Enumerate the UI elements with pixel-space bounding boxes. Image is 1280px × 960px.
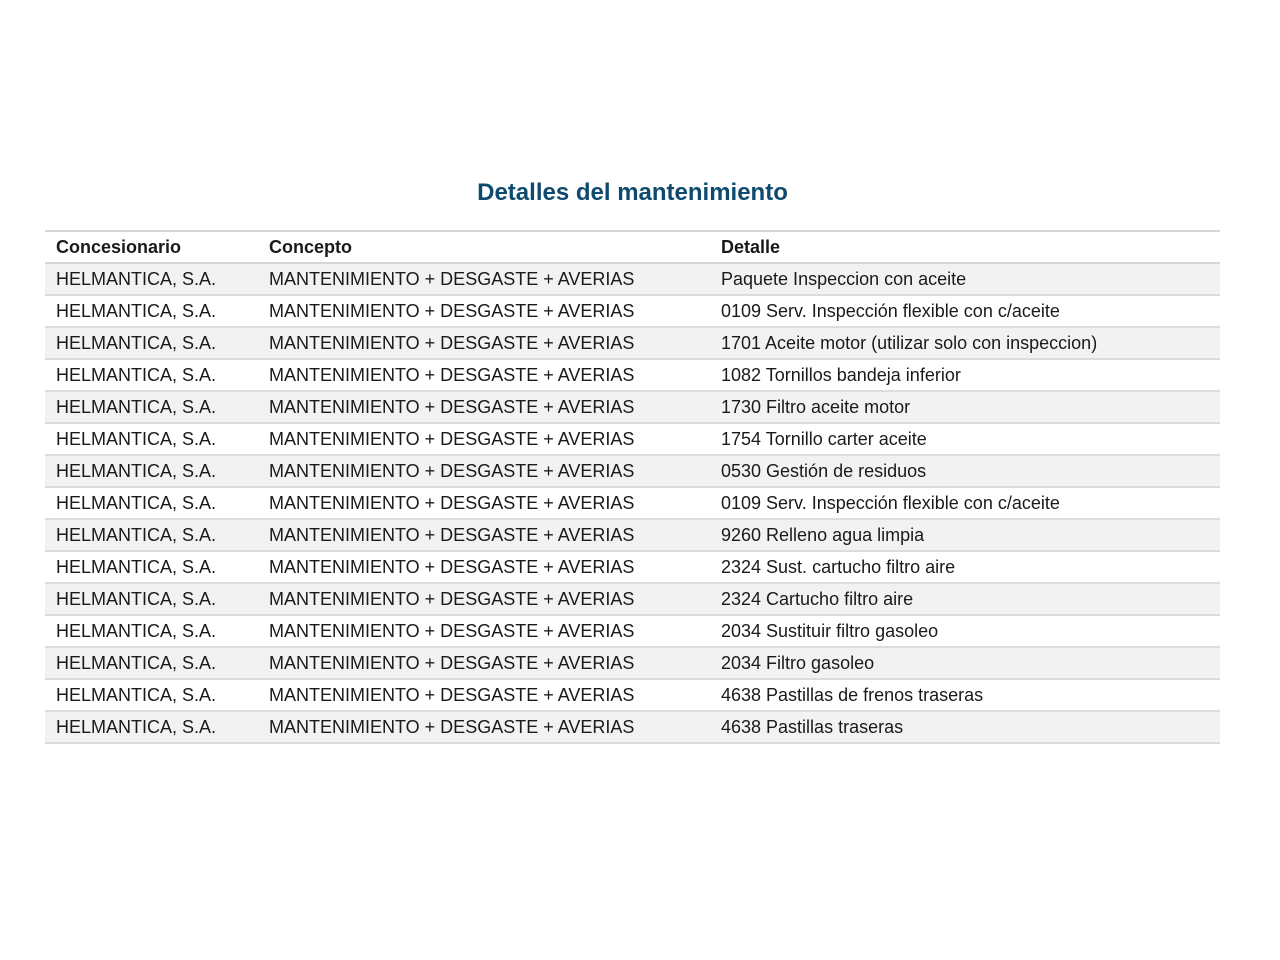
cell-concepto: MANTENIMIENTO + DESGASTE + AVERIAS — [269, 524, 635, 545]
table-row — [45, 423, 1220, 455]
header-row — [45, 231, 1220, 263]
cell-concepto: MANTENIMIENTO + DESGASTE + AVERIAS — [269, 716, 635, 737]
cell-detalle: 2324 Sust. cartucho filtro aire — [721, 556, 956, 577]
cell-concepto: MANTENIMIENTO + DESGASTE + AVERIAS — [269, 364, 635, 385]
cell-detalle: Paquete Inspeccion con aceite — [721, 268, 967, 289]
cell-concepto: MANTENIMIENTO + DESGASTE + AVERIAS — [269, 268, 635, 289]
table-row — [45, 391, 1220, 423]
column-header-concepto: Concepto — [269, 236, 352, 257]
table-row — [45, 711, 1220, 743]
cell-concesionario: HELMANTICA, S.A. — [56, 556, 217, 577]
table-header — [45, 231, 1220, 263]
cell-concepto: MANTENIMIENTO + DESGASTE + AVERIAS — [269, 684, 635, 705]
cell-detalle: 1754 Tornillo carter aceite — [721, 428, 927, 449]
table-row — [45, 679, 1220, 711]
column-header-concesionario: Concesionario — [56, 236, 182, 257]
cell-detalle: 9260 Relleno agua limpia — [721, 524, 925, 545]
table-row — [45, 487, 1220, 519]
table-row — [45, 327, 1220, 359]
cell-detalle: 0109 Serv. Inspección flexible con c/aceite — [721, 300, 1060, 321]
table-row — [45, 519, 1220, 551]
cell-concesionario: HELMANTICA, S.A. — [56, 268, 217, 289]
cell-concesionario: HELMANTICA, S.A. — [56, 332, 217, 353]
cell-concesionario: HELMANTICA, S.A. — [56, 396, 217, 417]
cell-concepto: MANTENIMIENTO + DESGASTE + AVERIAS — [269, 428, 635, 449]
cell-detalle: 0109 Serv. Inspección flexible con c/aceite — [721, 492, 1060, 513]
cell-detalle: 1701 Aceite motor (utilizar solo con inspeccion) — [721, 332, 1098, 353]
cell-detalle: 2034 Sustituir filtro gasoleo — [721, 620, 939, 641]
table-row — [45, 647, 1220, 679]
table-row — [45, 263, 1220, 295]
cell-concepto: MANTENIMIENTO + DESGASTE + AVERIAS — [269, 492, 635, 513]
table-row — [45, 551, 1220, 583]
cell-concesionario: HELMANTICA, S.A. — [56, 524, 217, 545]
cell-concesionario: HELMANTICA, S.A. — [56, 684, 217, 705]
cell-detalle: 2034 Filtro gasoleo — [721, 652, 875, 673]
cell-concesionario: HELMANTICA, S.A. — [56, 364, 217, 385]
cell-concesionario: HELMANTICA, S.A. — [56, 588, 217, 609]
cell-detalle: 2324 Cartucho filtro aire — [721, 588, 914, 609]
maintenance-details-panel — [45, 176, 1220, 744]
cell-concepto: MANTENIMIENTO + DESGASTE + AVERIAS — [269, 556, 635, 577]
cell-detalle: 0530 Gestión de residuos — [721, 460, 927, 481]
column-header-detalle: Detalle — [721, 236, 781, 257]
cell-concepto: MANTENIMIENTO + DESGASTE + AVERIAS — [269, 652, 635, 673]
cell-concepto: MANTENIMIENTO + DESGASTE + AVERIAS — [269, 396, 635, 417]
cell-concesionario: HELMANTICA, S.A. — [56, 492, 217, 513]
page-title: Detalles del mantenimiento — [477, 179, 788, 206]
cell-concepto: MANTENIMIENTO + DESGASTE + AVERIAS — [269, 460, 635, 481]
table-row — [45, 295, 1220, 327]
cell-detalle: 4638 Pastillas traseras — [721, 716, 904, 737]
table-body — [45, 263, 1220, 743]
cell-concepto: MANTENIMIENTO + DESGASTE + AVERIAS — [269, 332, 635, 353]
cell-concepto: MANTENIMIENTO + DESGASTE + AVERIAS — [269, 300, 635, 321]
table-row — [45, 455, 1220, 487]
cell-concepto: MANTENIMIENTO + DESGASTE + AVERIAS — [269, 620, 635, 641]
cell-detalle: 4638 Pastillas de frenos traseras — [721, 684, 984, 705]
table-row — [45, 359, 1220, 391]
maintenance-table — [45, 230, 1220, 744]
cell-concesionario: HELMANTICA, S.A. — [56, 460, 217, 481]
cell-concesionario: HELMANTICA, S.A. — [56, 716, 217, 737]
cell-detalle: 1082 Tornillos bandeja inferior — [721, 364, 961, 385]
table-row — [45, 583, 1220, 615]
table-row — [45, 615, 1220, 647]
cell-concesionario: HELMANTICA, S.A. — [56, 652, 217, 673]
cell-concepto: MANTENIMIENTO + DESGASTE + AVERIAS — [269, 588, 635, 609]
cell-concesionario: HELMANTICA, S.A. — [56, 300, 217, 321]
cell-concesionario: HELMANTICA, S.A. — [56, 428, 217, 449]
cell-detalle: 1730 Filtro aceite motor — [721, 396, 911, 417]
cell-concesionario: HELMANTICA, S.A. — [56, 620, 217, 641]
